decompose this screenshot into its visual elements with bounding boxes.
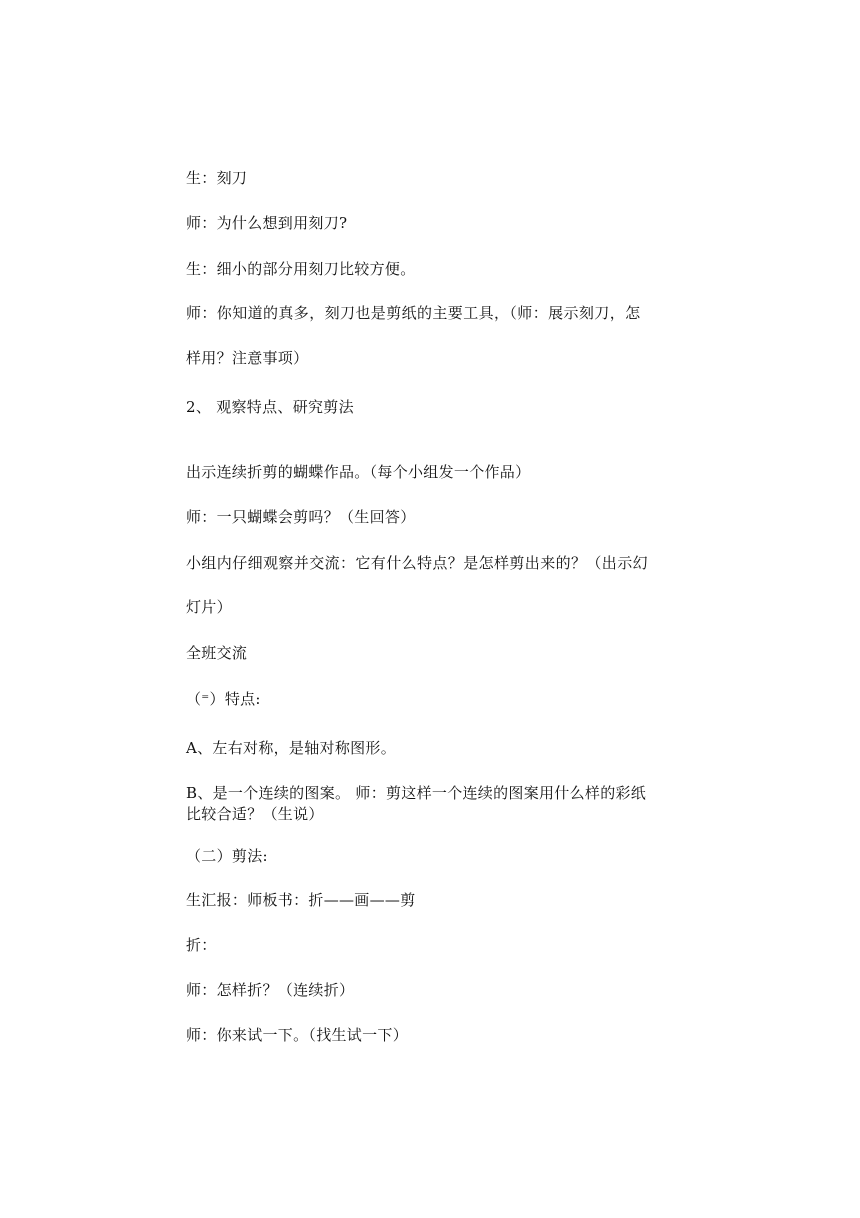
text-line: 师：怎样折？（连续折） [186,981,355,999]
subheading: （⁼）特点: [186,690,261,708]
text-line: 全班交流 [186,644,248,662]
text-line: 灯片） [186,598,232,616]
text-line: 样用？注意事项） [186,349,309,367]
section-heading: 2、 观察特点、研究剪法 [186,398,354,416]
subheading: （二）剪法: [186,847,268,865]
text-line: 师：你知道的真多，刻刀也是剪纸的主要工具，（师：展示刻刀，怎 [186,304,641,322]
text-line: 师：一只蝴蝶会剪吗？（生回答） [186,508,416,526]
text-line: 小组内仔细观察并交流：它有什么特点？是怎样剪出来的？（出示幻 [186,554,649,572]
text-line: 师：你来试一下。（找生试一下） [186,1026,409,1044]
text-line: B、是一个连续的图案。 师：剪这样一个连续的图案用什么样的彩纸 [186,784,647,802]
text-line: 师：为什么想到用刻刀? [186,214,348,232]
text-line: 出示连续折剪的蝴蝶作品。（每个小组发一个作品） [186,463,531,481]
text-line: A、左右对称，是轴对称图形。 [186,739,397,757]
text-line: 比较合适？（生说） [186,805,324,823]
text-line: 生：细小的部分用刻刀比较方便。 [186,260,416,278]
text-line: 生：刻刀 [186,169,248,187]
text-line: 折： [186,936,217,954]
text-line: 生汇报：师板书：折——画——剪 [186,891,416,909]
